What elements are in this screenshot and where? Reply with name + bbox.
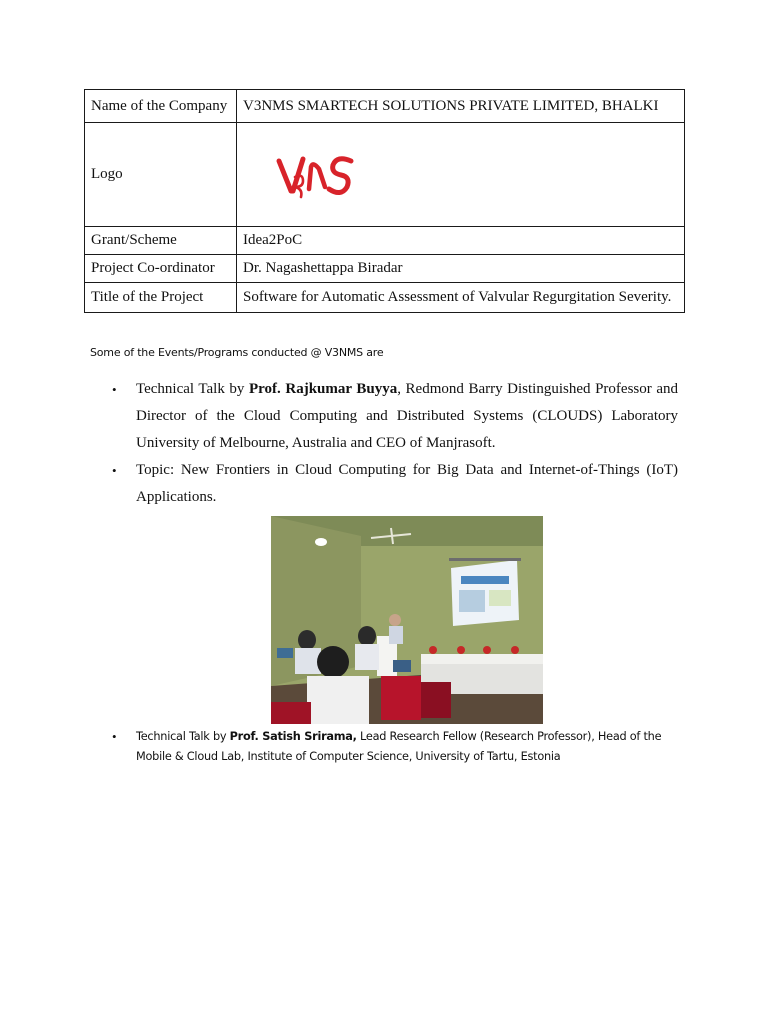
talk-prefix: Technical Talk by — [136, 730, 230, 743]
table-row-coordinator — [85, 255, 685, 283]
company-info-table — [84, 89, 685, 313]
project-title-label: Title of the Project — [85, 283, 237, 313]
talk-topic: Topic: New Frontiers in Cloud Computing for Big Data and Internet-of-Things (IoT) Applications. — [136, 462, 678, 505]
table-row-logo — [85, 123, 685, 227]
coordinator-label: Project Co-ordinator — [85, 255, 237, 283]
table-row-company — [85, 90, 685, 123]
list-item — [108, 457, 678, 511]
grant-value: Idea2PoC — [237, 227, 685, 255]
events-heading: Some of the Events/Programs conducted @ V3NMS are — [90, 346, 384, 359]
lecture-hall-photo-icon — [271, 516, 543, 724]
talk-prefix: Technical Talk by — [136, 381, 249, 397]
company-value: V3NMS SMARTECH SOLUTIONS PRIVATE LIMITED, BHALKI — [237, 90, 685, 123]
project-title-value: Software for Automatic Assessment of Valvular Regurgitation Severity. — [237, 283, 685, 313]
table-row-title — [85, 283, 685, 313]
event-photo — [271, 516, 543, 724]
speaker-name: Prof. Rajkumar Buyya — [249, 381, 398, 397]
speaker-name: Prof. Satish Srirama, — [229, 730, 357, 743]
logo-v3ns-icon — [273, 147, 359, 203]
logo-label: Logo — [85, 123, 237, 227]
company-label: Name of the Company — [85, 90, 237, 123]
talk-details: Lead Research Fellow (Research Professor), Head of the Mobile & Cloud Lab, Institute of Computer Science, University of Tartu, Estonia — [136, 730, 662, 763]
bullet-icon: • — [112, 382, 117, 397]
bullet-icon: • — [112, 729, 117, 744]
table-row-grant — [85, 227, 685, 255]
grant-label: Grant/Scheme — [85, 227, 237, 255]
logo-cell — [237, 123, 685, 227]
events-list-continued — [108, 727, 683, 767]
company-logo — [273, 147, 359, 203]
bullet-icon: • — [112, 463, 117, 478]
list-item — [108, 727, 683, 767]
list-item — [108, 376, 678, 457]
events-list — [108, 376, 678, 511]
talk-details: , Redmond Barry Distinguished Professor and Director of the Cloud Computing and Distributed Systems (CLOUDS) Laboratory University of Melbourne, Australia and CEO of Manjrasoft. — [136, 381, 678, 451]
coordinator-value: Dr. Nagashettappa Biradar — [237, 255, 685, 283]
